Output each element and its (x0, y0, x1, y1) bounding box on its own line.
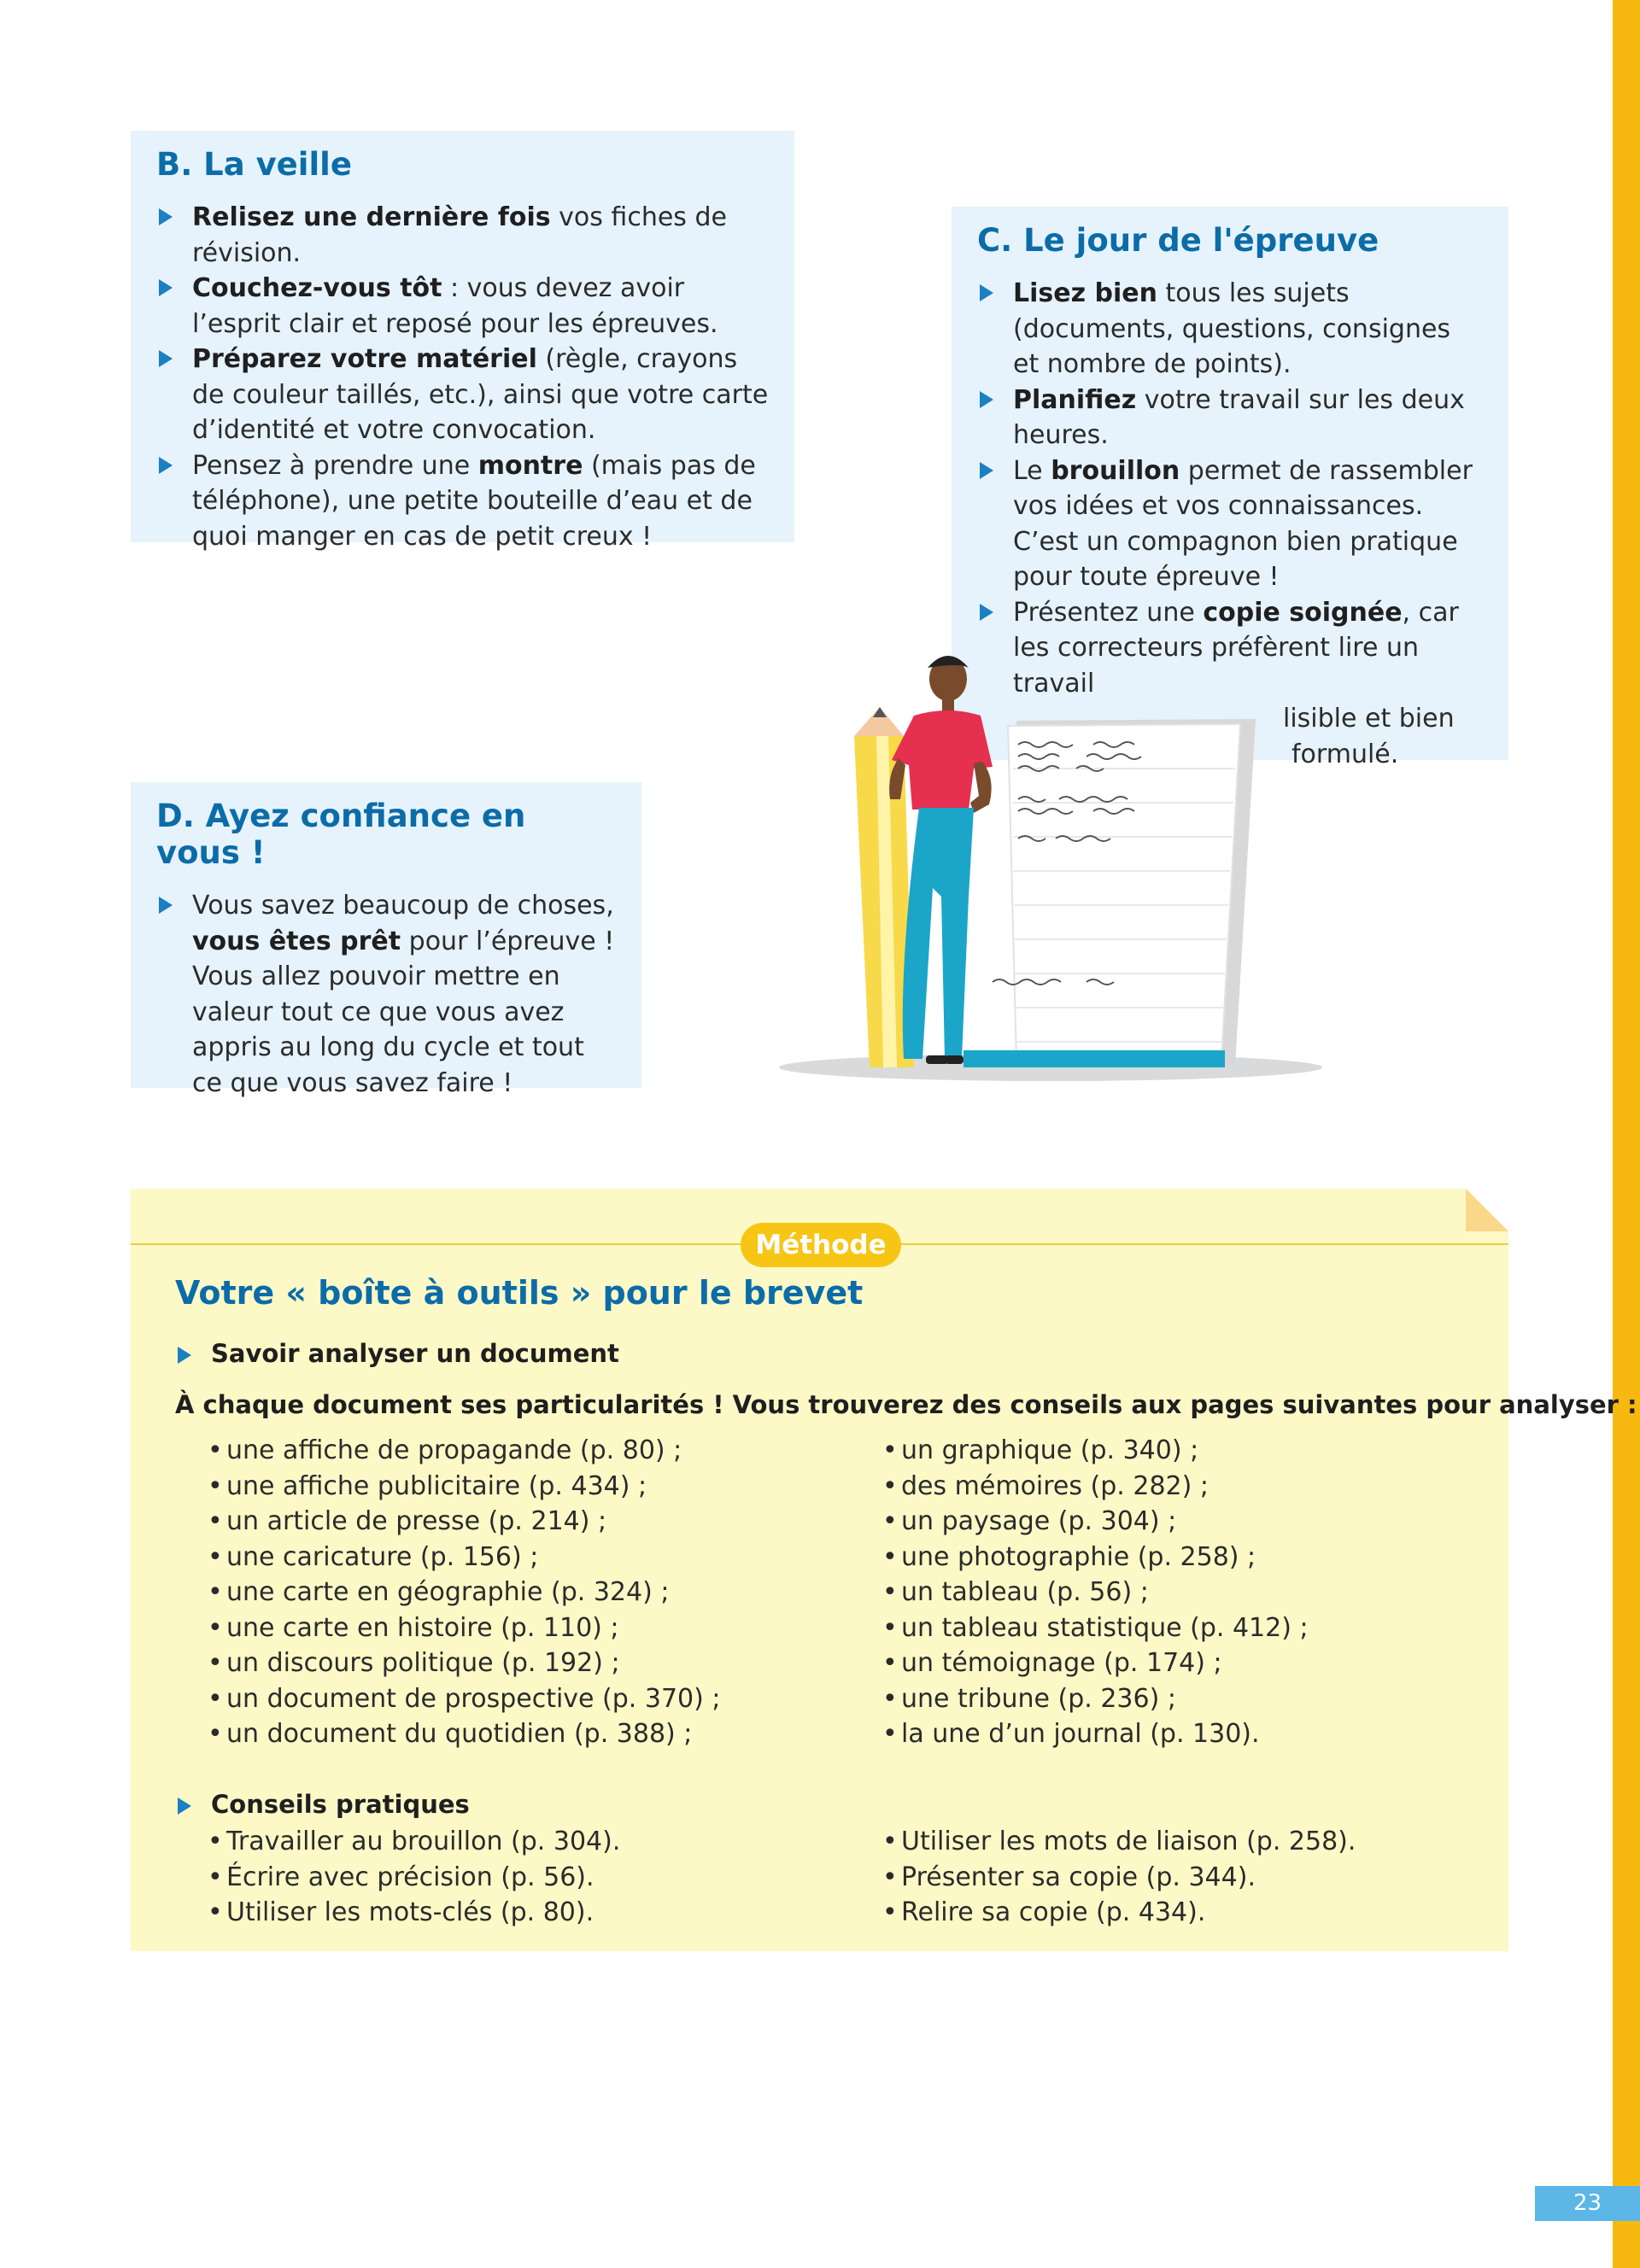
box-d-list (156, 888, 616, 1101)
list-item: • un document du quotidien (p. 388) ; (208, 1716, 720, 1752)
student-pencil-notebook-illustration (769, 649, 1332, 1093)
list-item: • des mémoires (p. 282) ; (882, 1469, 1309, 1505)
page-number: 23 (1535, 2186, 1640, 2221)
list-item: • un paysage (p. 304) ; (882, 1504, 1309, 1540)
subheading-text: Savoir analyser un document (211, 1339, 619, 1368)
list-item: • une tribune (p. 236) ; (882, 1681, 1309, 1717)
list-item: • Utiliser les mots-clés (p. 80). (208, 1895, 620, 1931)
triangle-bullet-icon (980, 391, 993, 408)
triangle-bullet-icon (178, 1347, 191, 1364)
person-shoe (945, 1055, 964, 1064)
list-item: • Présenter sa copie (p. 344). (882, 1860, 1356, 1896)
list-item (156, 342, 769, 448)
bold-text: vous êtes prêt (192, 926, 401, 956)
notebook-page (1008, 724, 1240, 1062)
box-c-title: C. Le jour de l'épreuve (977, 222, 1379, 259)
tips-right (882, 1824, 1356, 1931)
item-text: , car les correcteurs préfèrent lire un travail (1013, 597, 1459, 699)
box-d-title: D. Ayez confiance en vous ! (156, 798, 526, 871)
item-text: Vous savez beaucoup de choses, (192, 891, 614, 921)
bold-text: Lisez bien (1013, 278, 1157, 308)
list-item: • un tableau (p. 56) ; (882, 1575, 1309, 1610)
pencil-lead (873, 707, 887, 717)
item-text: votre travail sur les deux heures. (1013, 384, 1465, 450)
triangle-bullet-icon (980, 284, 993, 301)
list-item (977, 276, 1483, 383)
bold-text: brouillon (1051, 455, 1180, 486)
box-la-veille (131, 131, 794, 552)
item-text: tous les sujets (documents, questions, consignes et nombre de points). (1013, 278, 1451, 379)
item-text: (mais pas de téléphone), une petite bouteille d’eau et de quoi manger en cas de petit creux ! (192, 450, 756, 552)
item-text: Le (1013, 455, 1051, 486)
triangle-bullet-icon (159, 350, 173, 367)
list-item: • une caricature (p. 156) ; (208, 1540, 720, 1575)
list-item: • une affiche publicitaire (p. 434) ; (208, 1469, 720, 1505)
subheading-analyse (175, 1339, 619, 1368)
bold-text: Couchez-vous tôt (192, 273, 442, 303)
bold-text: montre (477, 450, 583, 481)
list-item: • Relire sa copie (p. 434). (882, 1895, 1356, 1931)
list-item: • un tableau statistique (p. 412) ; (882, 1610, 1309, 1646)
list-item: • Travailler au brouillon (p. 304). (208, 1824, 620, 1860)
list-item: • un document de prospective (p. 370) ; (208, 1681, 720, 1717)
document-types-right (882, 1433, 1309, 1752)
item-text: : vous devez avoir l’esprit clair et reposé pour les épreuves. (192, 273, 718, 339)
bold-text: copie soignée (1203, 597, 1403, 628)
triangle-bullet-icon (159, 457, 173, 474)
triangle-bullet-icon (980, 604, 993, 621)
item-text: permet de rassembler vos idées et vos connaissances. C’est un compagnon bien pratique pour toute épreuve ! (1013, 455, 1473, 592)
tips-left (208, 1824, 620, 1931)
bold-text: Relisez une dernière fois (192, 202, 551, 232)
item-text: Présentez une (1013, 597, 1204, 628)
page-fold-icon (1466, 1189, 1508, 1231)
list-item (156, 271, 769, 342)
list-item: • un article de presse (p. 214) ; (208, 1504, 720, 1540)
triangle-bullet-icon (178, 1797, 191, 1815)
methode-badge: Méthode (741, 1223, 901, 1267)
person-shirt (892, 710, 993, 810)
triangle-bullet-icon (980, 462, 993, 479)
person-pants (903, 808, 974, 1059)
triangle-bullet-icon (159, 208, 173, 225)
box-b-title: B. La veille (156, 146, 352, 183)
list-item (156, 888, 616, 1101)
item-text: formulé. (1292, 739, 1399, 769)
box-confiance (131, 782, 641, 1098)
methode-toolbox (131, 1189, 1637, 1951)
document-types-left (208, 1433, 720, 1752)
list-item: • une carte en géographie (p. 324) ; (208, 1575, 720, 1610)
subheading-conseils (175, 1790, 470, 1819)
list-item: • une affiche de propagande (p. 80) ; (208, 1433, 720, 1469)
subheading-text: Conseils pratiques (211, 1790, 470, 1819)
item-text: Pensez à prendre une (192, 450, 478, 481)
list-item: • la une d’un journal (p. 130). (882, 1716, 1309, 1752)
list-item (977, 383, 1483, 453)
person-neck (942, 699, 954, 712)
methode-intro: À chaque document ses particularités ! Vous trouverez des conseils aux pages suivantes pour analyser : (175, 1390, 1637, 1419)
item-text: (règle, crayons de couleur taillés, etc.), ainsi que votre carte d’identité et votre convocation. (192, 344, 769, 445)
list-item: • Écrire avec précision (p. 56). (208, 1860, 620, 1896)
side-accent-bar (1613, 0, 1640, 2268)
bold-text: Préparez votre matériel (192, 344, 537, 374)
list-item (156, 448, 769, 555)
item-text: vos fiches de révision. (192, 202, 727, 268)
list-item (977, 453, 1483, 595)
list-item: • une carte en histoire (p. 110) ; (208, 1610, 720, 1646)
box-b-list (156, 200, 769, 554)
methode-title: Votre « boîte à outils » pour le brevet (175, 1274, 864, 1312)
list-item (156, 200, 769, 271)
list-item: • un témoignage (p. 174) ; (882, 1645, 1309, 1681)
notebook-base (964, 1050, 1225, 1067)
item-text: lisible et bien (1283, 704, 1455, 734)
triangle-bullet-icon (159, 897, 173, 914)
item-text: pour l’épreuve ! Vous allez pouvoir mettre en valeur tout ce que vous avez appris au long du cycle et tout ce que vous savez faire ! (192, 926, 615, 1098)
list-item: • Utiliser les mots de liaison (p. 258). (882, 1824, 1356, 1860)
list-item: • un graphique (p. 340) ; (882, 1433, 1309, 1469)
bold-text: Planifiez (1013, 384, 1137, 415)
list-item: • un discours politique (p. 192) ; (208, 1645, 720, 1681)
triangle-bullet-icon (159, 279, 173, 296)
list-item: • une photographie (p. 258) ; (882, 1540, 1309, 1575)
